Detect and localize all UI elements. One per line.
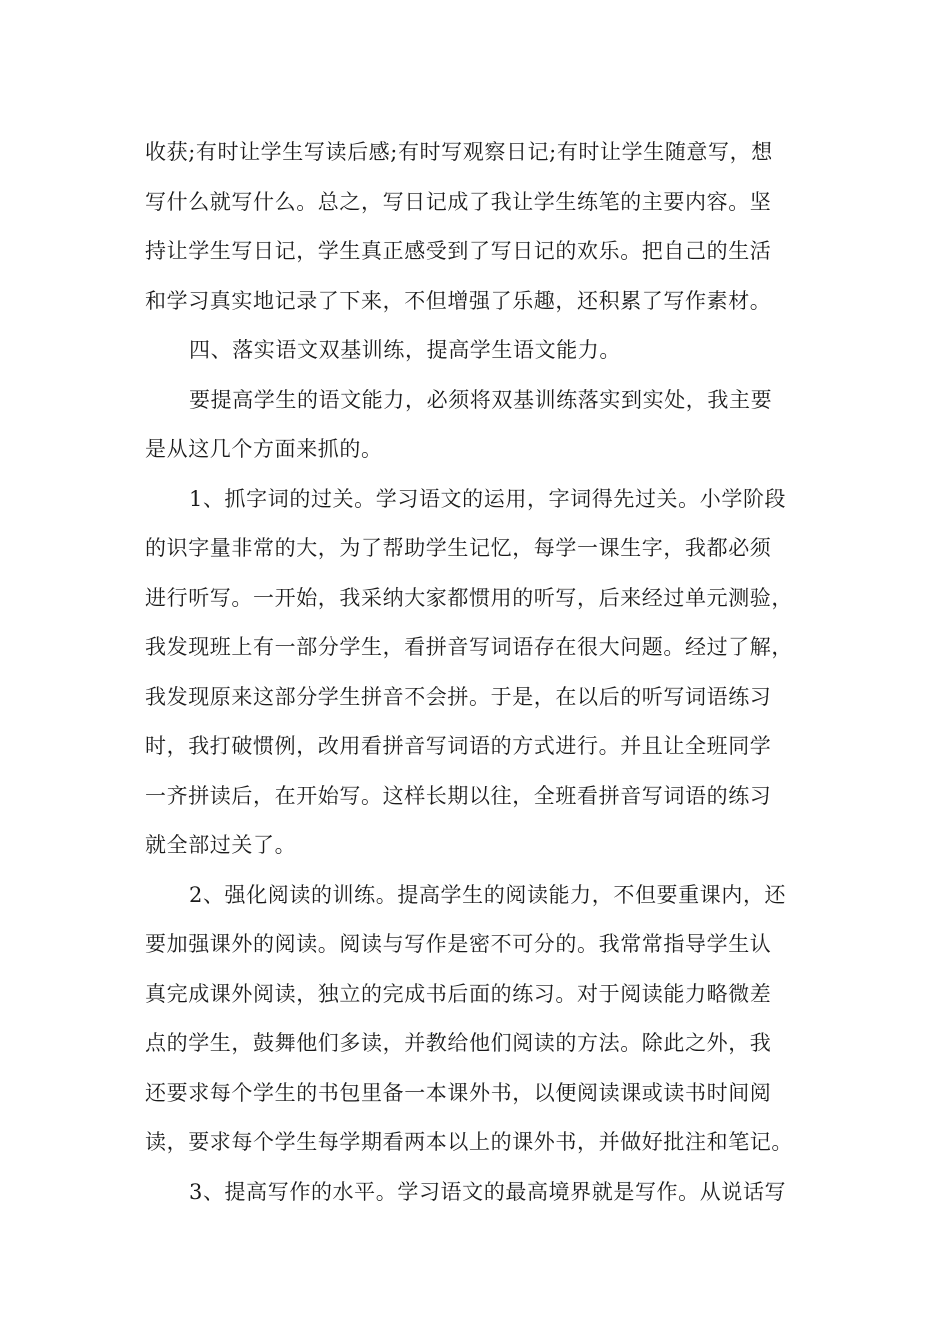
text-line: 进行听写。一开始，我采纳大家都惯用的听写，后来经过单元测验， — [145, 585, 793, 610]
document-body — [145, 128, 807, 1217]
text-line: 持让学生写日记，学生真正感受到了写日记的欢乐。把自己的生活 — [145, 239, 772, 263]
text-line: 时，我打破惯例，改用看拼音写词语的方式进行。并且让全班同学 — [145, 734, 772, 758]
text-line: 真完成课外阅读，独立的完成书后面的练习。对于阅读能力略微差 — [145, 981, 772, 1006]
text-line: 2、强化阅读的训练。提高学生的阅读能力，不但要重课内，还 — [189, 882, 787, 907]
text-line: 就全部过关了。 — [145, 833, 297, 857]
text-line: 的识字量非常的大，为了帮助学生记忆，每学一课生字，我都必须 — [145, 536, 772, 560]
text-line: 3、提高写作的水平。学习语文的最高境界就是写作。从说话写 — [189, 1179, 787, 1204]
text-line: 要加强课外的阅读。阅读与写作是密不可分的。我常常指导学生认 — [145, 932, 772, 956]
text-line: 读，要求每个学生每学期看两本以上的课外书，并做好批注和笔记。 — [145, 1130, 793, 1154]
text-line: 一齐拼读后，在开始写。这样长期以往，全班看拼音写词语的练习 — [145, 783, 772, 808]
text-line: 和学习真实地记录了下来，不但增强了乐趣，还积累了写作素材。 — [145, 288, 772, 313]
text-line: 我发现原来这部分学生拼音不会拼。于是，在以后的听写词语练习 — [145, 684, 772, 709]
text-line: 要提高学生的语文能力，必须将双基训练落实到实处，我主要 — [189, 387, 773, 412]
text-line: 收获;有时让学生写读后感;有时写观察日记;有时让学生随意写，想 — [145, 140, 773, 164]
section-heading: 四、落实语文双基训练，提高学生语文能力。 — [189, 338, 621, 362]
text-line: 写什么就写什么。总之，写日记成了我让学生练笔的主要内容。坚 — [145, 189, 772, 214]
text-line: 点的学生，鼓舞他们多读，并教给他们阅读的方法。除此之外，我 — [145, 1031, 772, 1055]
text-line: 是从这几个方面来抓的。 — [145, 437, 383, 461]
text-line: 还要求每个学生的书包里备一本课外书，以便阅读课或读书时间阅 — [145, 1080, 772, 1105]
text-line: 1、抓字词的过关。学习语文的运用，字词得先过关。小学阶段 — [189, 486, 787, 511]
text-line: 我发现班上有一部分学生，看拼音写词语存在很大问题。经过了解， — [145, 635, 793, 659]
